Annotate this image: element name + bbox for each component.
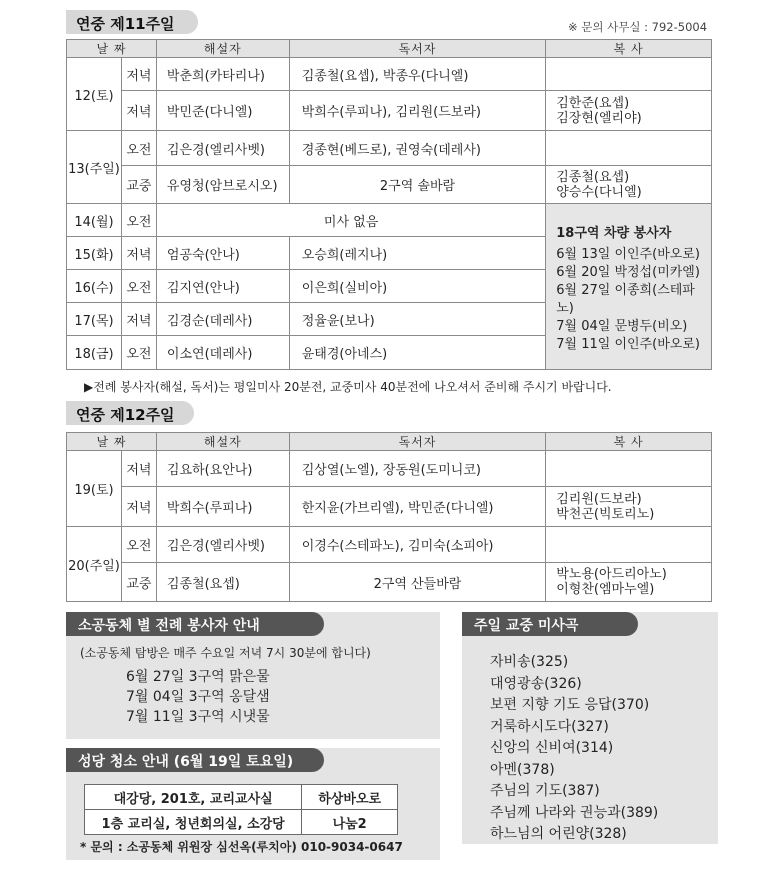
date-cell: 16(수) [67, 270, 122, 303]
header-reader: 독서자 [289, 40, 546, 58]
commentator-cell: 김종철(요셉) [156, 563, 289, 602]
list-item: 주님의 기도(387) [490, 783, 600, 799]
community-title: 소공동체 별 전례 봉사자 안내 [66, 612, 324, 636]
reader-cell: 윤태경(아네스) [289, 336, 546, 370]
list-item: 자비송(325) [490, 654, 569, 670]
office-contact: ※ 문의 사무실 : 792-5004 [568, 20, 708, 34]
time-cell: 오전 [121, 131, 156, 166]
commentator-cell: 유영청(암브로시오) [156, 166, 289, 204]
time-cell: 저녁 [121, 237, 156, 270]
week11-schedule-table [66, 39, 712, 370]
server-cell: 김한준(요셉) 김장현(엘리야) [546, 91, 712, 131]
date-cell: 20(주일) [67, 527, 122, 602]
time-cell: 교중 [121, 166, 156, 204]
server-cell: 박노용(아드리아노) 이형찬(엠마누엘) [546, 563, 712, 602]
header-server: 복 사 [546, 433, 712, 451]
commentator-cell: 이소연(데레사) [156, 336, 289, 370]
time-cell: 저녁 [121, 91, 156, 131]
reader-cell: 경종현(베드로), 권영숙(데레사) [289, 131, 546, 166]
week11-title: 연중 제11주일 [66, 10, 198, 34]
list-item: 하느님의 어린양(328) [490, 826, 627, 842]
reader-cell: 오승희(레지나) [289, 237, 546, 270]
list-item: 6월 13일 이인주(바오로) [556, 247, 700, 262]
reader-cell: 김상열(노엘), 장동원(도미니코) [289, 451, 546, 487]
reader-cell: 김종철(요셉), 박종우(다니엘) [289, 58, 546, 91]
server-cell: 김리원(드보라) 박천곤(빅토리노) [546, 487, 712, 527]
list-item: 7월 04일 3구역 옹달샘 [126, 689, 270, 705]
table-row [67, 527, 712, 563]
commentator-cell: 박민준(다니엘) [156, 91, 289, 131]
table-row [85, 785, 398, 810]
reader-cell: 정율윤(보나) [289, 303, 546, 336]
table-row [67, 91, 712, 131]
list-item: 아멘(378) [490, 761, 555, 778]
cleaning-table [84, 784, 398, 835]
list-item: 7월 11일 이인주(바오로) [556, 337, 700, 352]
volunteer-footnote: ▶전례 봉사자(해설, 독서)는 평일미사 20분전, 교중미사 40분전에 나오셔서 준비해 주시기 바랍니다. [84, 380, 612, 394]
commentator-cell: 김경순(데레사) [156, 303, 289, 336]
commentator-cell: 박춘희(카타리나) [156, 58, 289, 91]
no-mass-cell: 미사 없음 [156, 204, 545, 237]
table-row [67, 451, 712, 487]
server-cell [546, 131, 712, 166]
reader-cell: 박희수(루피나), 김리원(드보라) [289, 91, 546, 131]
community-note: (소공동체 탐방은 매주 수요일 저녁 7시 30분에 합니다) [80, 646, 371, 660]
cleaning-title: 성당 청소 안내 (6월 19일 토요일) [66, 748, 324, 772]
week12-schedule-table [66, 432, 712, 602]
team-cell: 하상바오로 [302, 785, 398, 810]
table-row [67, 58, 712, 91]
date-cell: 18(금) [67, 336, 122, 370]
commentator-cell: 김은경(엘리사벳) [156, 131, 289, 166]
header-commentator: 해설자 [156, 433, 289, 451]
list-item: 6월 20일 박정섭(미카엘) [556, 265, 700, 280]
reader-cell: 이경수(스테파노), 김미숙(소피아) [289, 527, 546, 563]
date-cell: 17(목) [67, 303, 122, 336]
header-commentator: 해설자 [156, 40, 289, 58]
list-item: 7월 11일 3구역 시냇물 [126, 709, 270, 725]
commentator-cell: 김지연(안나) [156, 270, 289, 303]
time-cell: 저녁 [121, 58, 156, 91]
reader-cell: 2구역 산들바람 [289, 563, 546, 602]
time-cell: 오전 [121, 527, 156, 563]
time-cell: 오전 [121, 336, 156, 370]
time-cell: 오전 [121, 204, 156, 237]
header-server: 복 사 [546, 40, 712, 58]
header-date: 날 짜 [67, 433, 157, 451]
list-item: 6월 27일 3구역 맑은물 [126, 669, 270, 685]
header-date: 날 짜 [67, 40, 157, 58]
date-cell: 19(토) [67, 451, 122, 527]
table-row [67, 487, 712, 527]
hymns-list [490, 652, 658, 846]
time-cell: 저녁 [121, 303, 156, 336]
list-item: 보편 지향 기도 응답(370) [490, 697, 650, 713]
table-row [67, 131, 712, 166]
table-row [67, 563, 712, 602]
server-cell [546, 527, 712, 563]
list-item: 신앙의 신비여(314) [490, 740, 614, 756]
date-cell: 14(월) [67, 204, 122, 237]
reader-cell: 이은희(실비아) [289, 270, 546, 303]
cleaning-contact: * 문의 : 소공동체 위원장 심선옥(루치아) 010-9034-0647 [80, 840, 403, 854]
date-cell: 15(화) [67, 237, 122, 270]
hymns-title: 주일 교중 미사곡 [462, 612, 638, 636]
community-list [126, 667, 270, 727]
table-row [67, 204, 712, 237]
server-cell [546, 58, 712, 91]
time-cell: 저녁 [121, 451, 156, 487]
time-cell: 교중 [121, 563, 156, 602]
server-cell [546, 451, 712, 487]
team-cell: 나눔2 [302, 810, 398, 835]
list-item: 주님께 나라와 권능과(389) [490, 804, 659, 821]
time-cell: 저녁 [121, 487, 156, 527]
commentator-cell: 엄공숙(안나) [156, 237, 289, 270]
table-header-row [67, 40, 712, 58]
list-item: 7월 04일 문병두(비오) [556, 319, 688, 334]
reader-cell: 2구역 솔바람 [289, 166, 546, 204]
header-reader: 독서자 [289, 433, 546, 451]
list-item: 거룩하시도다(327) [490, 718, 609, 735]
time-cell: 오전 [121, 270, 156, 303]
table-row [85, 810, 398, 835]
commentator-cell: 김은경(엘리사벳) [156, 527, 289, 563]
place-cell: 1층 교리실, 청년회의실, 소강당 [85, 810, 302, 835]
server-cell: 김종철(요셉) 양승수(다니엘) [546, 166, 712, 204]
table-row [67, 166, 712, 204]
vehicle-title: 18구역 차량 봉사자 [556, 226, 672, 241]
list-item: 대영광송(326) [490, 675, 582, 692]
place-cell: 대강당, 201호, 교리교사실 [85, 785, 302, 810]
commentator-cell: 김요하(요안나) [156, 451, 289, 487]
commentator-cell: 박희수(루피나) [156, 487, 289, 527]
date-cell: 13(주일) [67, 131, 122, 204]
week12-title: 연중 제12주일 [66, 401, 194, 425]
table-header-row [67, 433, 712, 451]
reader-cell: 한지윤(가브리엘), 박민준(다니엘) [289, 487, 546, 527]
list-item: 6월 27일 이종희(스테파노) [556, 283, 695, 316]
vehicle-volunteers [546, 204, 712, 370]
date-cell: 12(토) [67, 58, 122, 131]
